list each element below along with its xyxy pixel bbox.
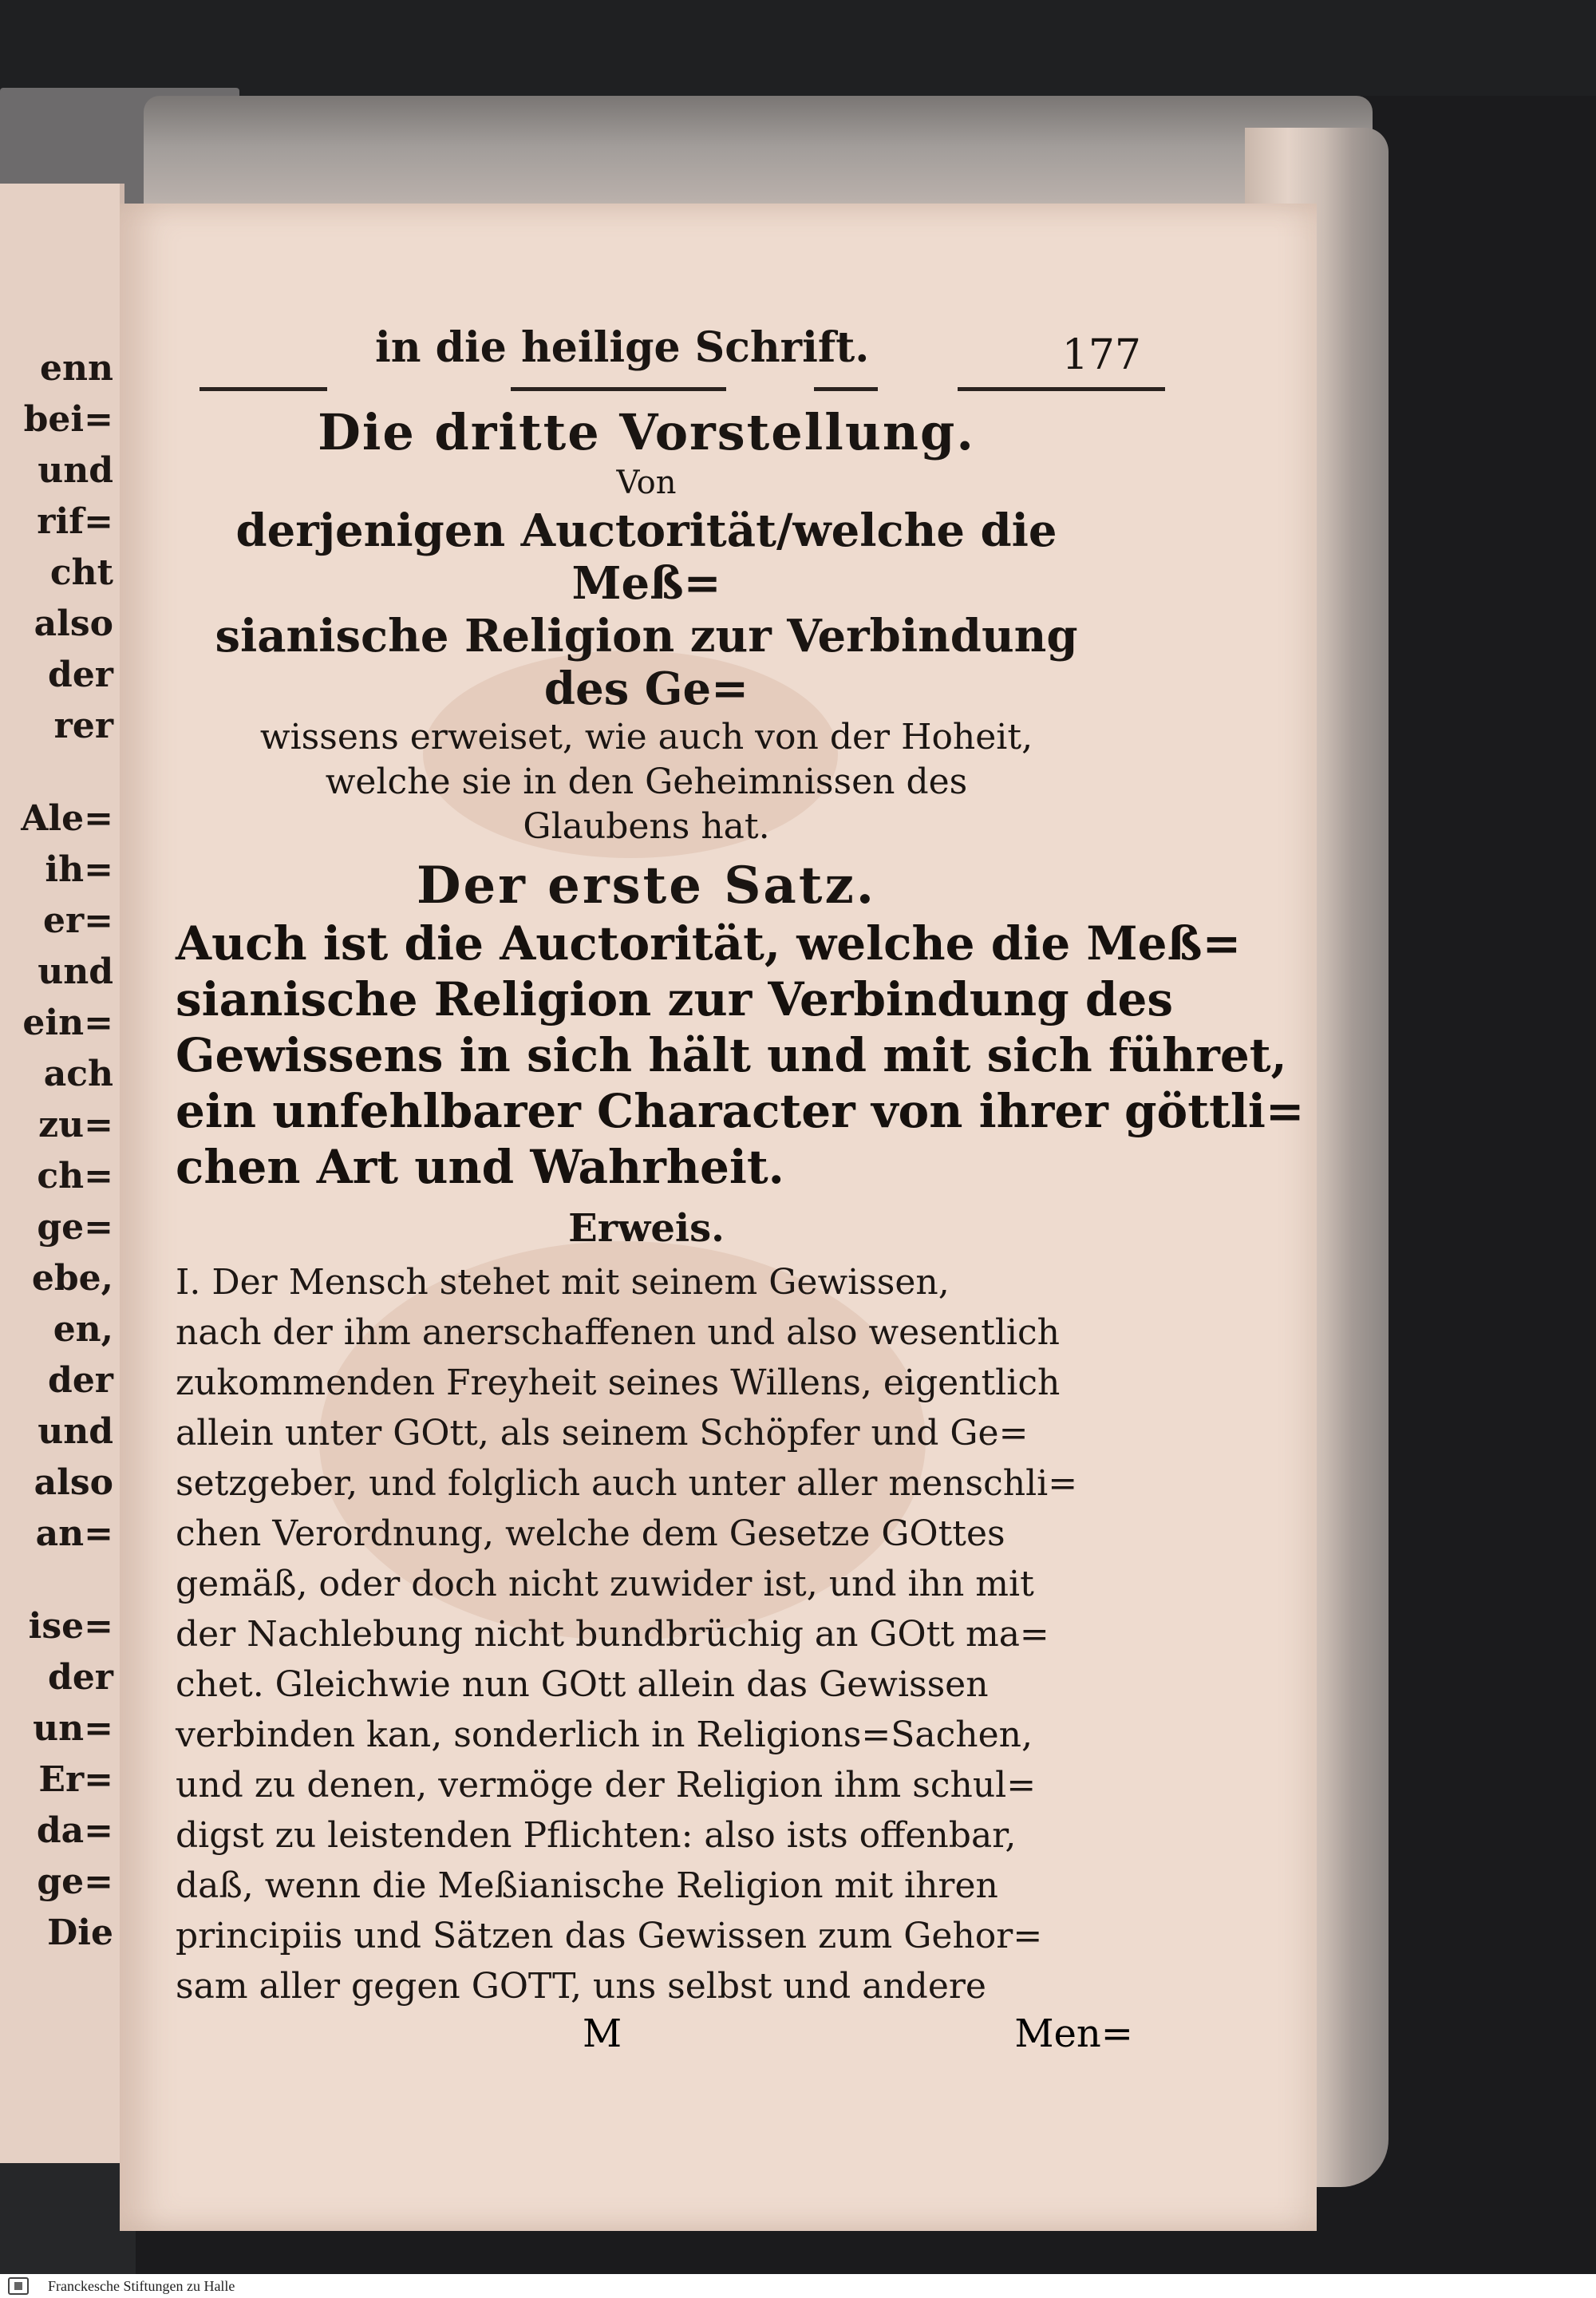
head-rule	[814, 387, 878, 391]
left-page-line: Die	[47, 1912, 113, 1953]
subheading-line: wissens erweiset, wie auch von der Hoheit,	[259, 717, 1033, 757]
satz-heading: Der erste Satz.	[416, 856, 877, 916]
left-page-line: ge=	[37, 1207, 113, 1248]
subheading-line: derjenigen Auctorität/welche die Meß=	[235, 504, 1057, 610]
left-page-gap	[2, 752, 113, 793]
left-page-line: und	[38, 951, 113, 992]
left-page-line: enn	[40, 348, 113, 389]
page-footer-marks	[176, 2011, 1133, 2067]
body-line: zukommenden Freyheit seines Willens, eigentlich	[176, 1363, 1061, 1403]
thesis-line: Auch ist die Auctorität, welche die Meß=	[176, 916, 1242, 971]
left-page-line: en,	[53, 1309, 113, 1350]
subheading-line: Glaubens hat.	[523, 806, 770, 847]
subheading-line: sianische Religion zur Verbindung des Ge=	[215, 610, 1078, 715]
section-heading: Die dritte Vorstellung.	[318, 403, 975, 461]
left-page-line: bei=	[23, 399, 113, 440]
left-page-line: zu=	[38, 1105, 113, 1145]
left-page-line: also	[34, 1462, 113, 1503]
signature-mark: M	[583, 2011, 622, 2056]
left-page-line: und	[38, 450, 113, 491]
left-page-line: ge=	[37, 1861, 113, 1902]
running-head	[176, 323, 1141, 395]
von-line: Von	[616, 465, 677, 501]
thesis-line: ein unfehlbarer Character von ihrer göttli=	[176, 1084, 1305, 1138]
subheading	[176, 504, 1117, 715]
main-page	[120, 204, 1317, 2231]
left-page-line: ih=	[45, 849, 113, 890]
head-rule	[511, 387, 726, 391]
thesis-line: Gewissens in sich hält und mit sich führet,	[176, 1028, 1287, 1082]
body-line: daß, wenn die Meßianische Religion mit ihren	[176, 1865, 998, 1906]
head-rule	[958, 387, 1165, 391]
body-line: und zu denen, vermöge der Religion ihm schul=	[176, 1765, 1037, 1806]
left-page-line: rer	[53, 706, 113, 746]
running-head-title: in die heilige Schrift.	[375, 323, 870, 372]
subheading-small	[176, 715, 1117, 849]
page-number: 177	[1061, 331, 1141, 379]
catchword: Men=	[1014, 2011, 1133, 2056]
footer-bar	[0, 2274, 1596, 2298]
erweis-heading: Erweis.	[568, 1206, 725, 1251]
left-page-line: ebe,	[31, 1258, 113, 1299]
body-line: chen Verordnung, welche dem Gesetze GOttes	[176, 1513, 1005, 1554]
body-line: principiis und Sätzen das Gewissen zum Gehor=	[176, 1916, 1043, 1956]
body-line: der Nachlebung nicht bundbrüchig an GOtt ma=	[176, 1614, 1049, 1655]
body-line: nach der ihm anerschaffenen und also wesentlich	[176, 1312, 1060, 1353]
footer-credit: Franckesche Stiftungen zu Halle	[48, 2278, 235, 2294]
left-facing-page	[0, 184, 124, 2163]
institution-logo-icon	[8, 2277, 29, 2295]
body-paragraph	[176, 1257, 1117, 2011]
left-page-line: ise=	[28, 1606, 113, 1647]
left-page-line: da=	[36, 1810, 113, 1851]
left-page-line: ach	[43, 1054, 113, 1094]
body-line: digst zu leistenden Pflichten: also ists offenbar,	[176, 1815, 1017, 1856]
left-page-line: also	[34, 603, 113, 644]
body-line: allein unter GOtt, als seinem Schöpfer und Ge=	[176, 1413, 1029, 1454]
left-page-gap	[2, 1560, 113, 1601]
left-page-line: der	[48, 1657, 113, 1698]
left-page-line: an=	[35, 1513, 113, 1554]
body-line: verbinden kan, sonderlich in Religions=Sachen,	[176, 1715, 1033, 1755]
left-page-line: un=	[33, 1708, 113, 1749]
left-page-line: der	[48, 655, 113, 695]
body-line: I. Der Mensch stehet mit seinem Gewissen,	[176, 1262, 950, 1303]
body-line: sam aller gegen GOTT, uns selbst und andere	[176, 1966, 986, 2007]
thesis-line: chen Art und Wahrheit.	[176, 1140, 784, 1194]
left-page-line: Er=	[38, 1759, 113, 1800]
head-rule	[200, 387, 327, 391]
background-top	[0, 0, 1596, 96]
left-page-line: der	[48, 1360, 113, 1401]
left-page-line: rif=	[37, 501, 113, 542]
body-line: gemäß, oder doch nicht zuwider ist, und ihn mit	[176, 1564, 1034, 1604]
body-line: setzgeber, und folglich auch unter aller menschli=	[176, 1463, 1078, 1504]
left-page-text	[2, 343, 113, 1959]
left-page-line: er=	[42, 900, 113, 941]
left-page-line: Ale=	[21, 798, 113, 839]
left-page-line: ch=	[37, 1156, 113, 1196]
left-page-line: cht	[49, 552, 113, 593]
thesis-line: sianische Religion zur Verbindung des	[176, 972, 1174, 1026]
left-page-line: und	[38, 1411, 113, 1452]
subheading-line: welche sie in den Geheimnissen des	[325, 761, 968, 802]
left-page-line: ein=	[22, 1003, 113, 1043]
body-line: chet. Gleichwie nun GOtt allein das Gewissen	[176, 1664, 989, 1705]
thesis-paragraph	[176, 916, 1305, 1195]
